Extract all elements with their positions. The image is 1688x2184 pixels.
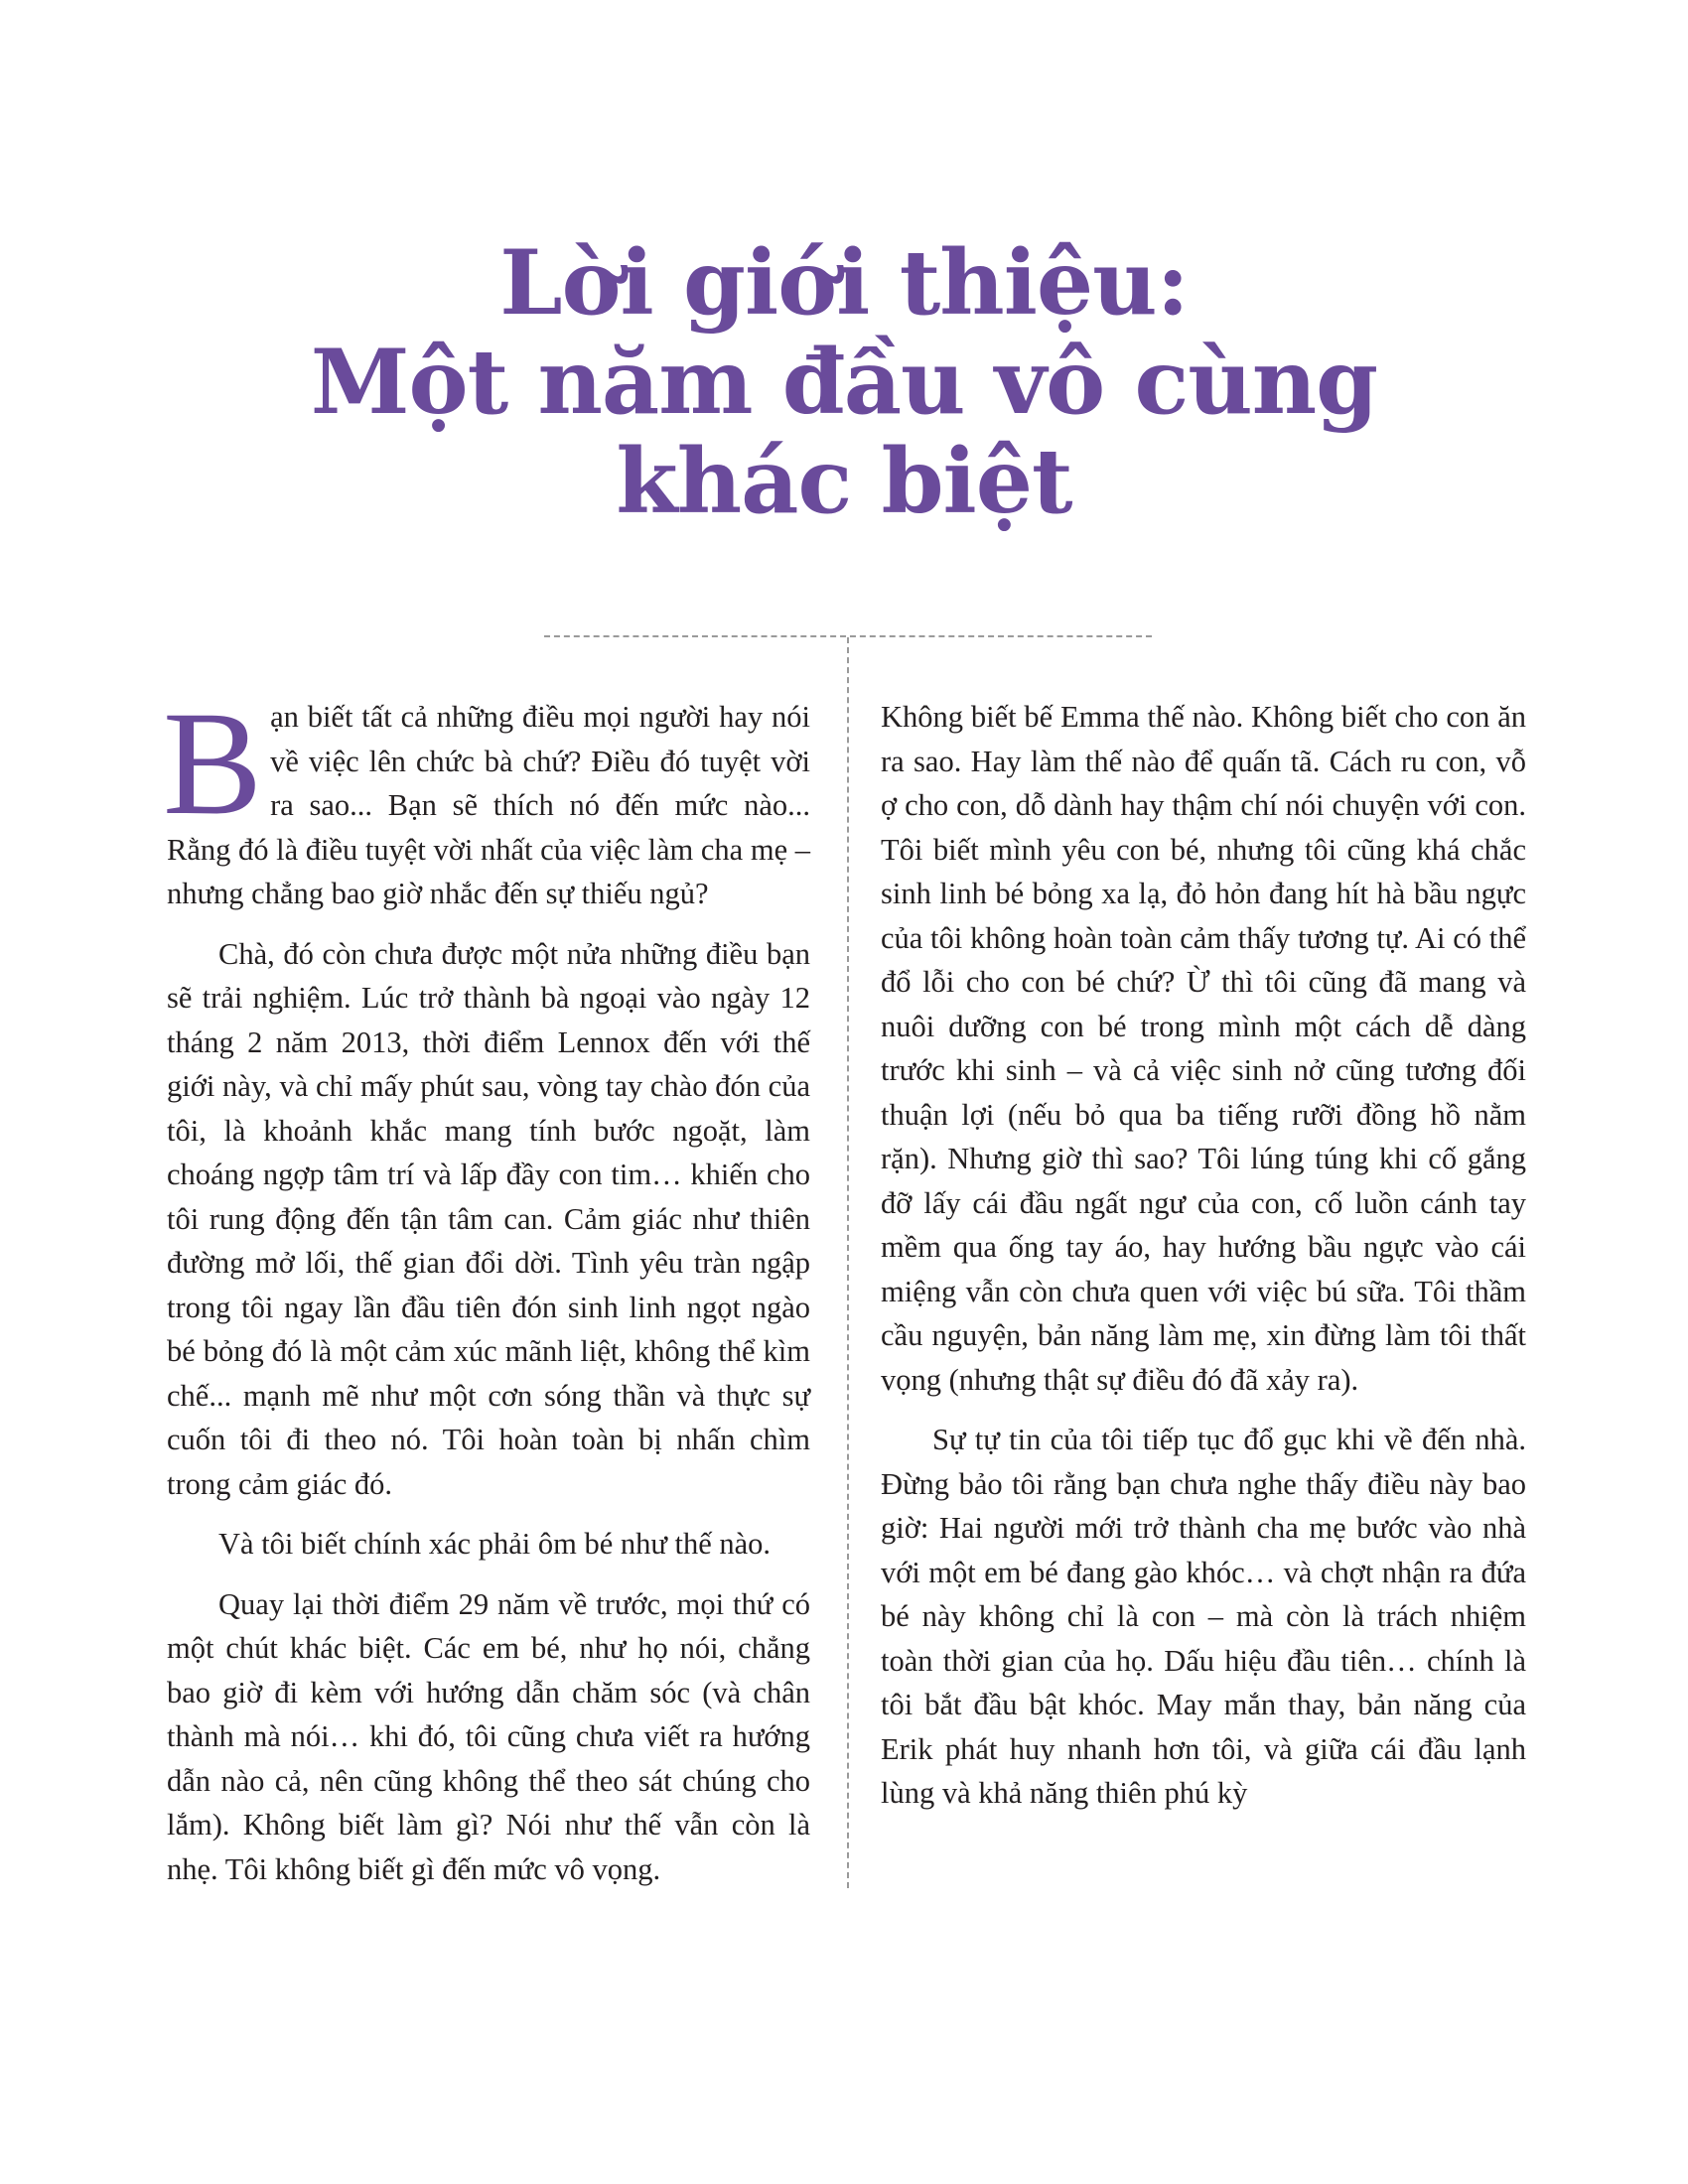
chapter-title-line-1: Lời giới thiệu: <box>499 230 1189 336</box>
paragraph <box>163 681 810 916</box>
column-divider <box>847 637 849 1888</box>
paragraph: Và tôi biết chính xác phải ôm bé như thế nào. <box>218 1527 772 1561</box>
chapter-title <box>248 230 1440 534</box>
paragraph: Quay lại thời điểm 29 năm về trước, mọi thứ có một chút khác biệt. Các em bé, như họ nói, chẳng bao giờ đi kèm với hướng dẫn chăm sóc (và chân thành mà nói… khi đó, tôi cũng chưa viết ra hướng dẫn nào cả, nên cũng không thể theo sát chúng cho lắm). Không biết làm gì? Nói như thế vẫn còn là nhẹ. Tôi không biết gì đến mức vô vọng. <box>167 1586 810 1886</box>
left-column <box>163 681 810 1907</box>
chapter-title-line-2: Một năm đầu vô cùng <box>310 330 1378 435</box>
paragraph-text: ạn biết tất cả những điều mọi người hay nói về việc lên chức bà chứ? Điều đó tuyệt vời ra sao... Bạn sẽ thích nó đến mức nào... Rằng đó là điều tuyệt vời nhất của việc làm cha mẹ – nhưng chẳng bao giờ nhắc đến sự thiếu ngủ? <box>167 700 810 910</box>
right-column <box>881 695 1526 1832</box>
paragraph: Không biết bế Emma thế nào. Không biết cho con ăn ra sao. Hay làm thế nào để quấn tã. Cách ru con, vỗ ợ cho con, dỗ dành hay thậm chí nói chuyện với con. Tôi biết mình yêu con bé, nhưng tôi cũng khá chắc sinh linh bé bỏng xa lạ, đỏ hỏn đang hít hà bầu ngực của tôi không hoàn toàn cảm thấy tương tự. Ai có thể đổ lỗi cho con bé chứ? Ừ thì tôi cũng đã mang và nuôi dưỡng con bé trong mình một cách dễ dàng trước khi sinh – và cả việc sinh nở cũng tương đối thuận lợi (nếu bỏ qua ba tiếng rưỡi đồng hồ nằm rặn). Nhưng giờ thì sao? Tôi lúng túng khi cố gắng đỡ lấy cái đầu ngất ngư của con, cố luồn cánh tay mềm qua ống tay áo, hay hướng bầu ngực vào cái miệng vẫn còn chưa quen với việc bú sữa. Tôi thầm cầu nguyện, bản năng làm mẹ, xin đừng làm tôi thất vọng (nhưng thật sự điều đó đã xảy ra). <box>881 700 1526 1397</box>
chapter-title-line-3: khác biệt <box>616 429 1072 534</box>
drop-cap: B <box>163 681 263 846</box>
paragraph: Chà, đó còn chưa được một nửa những điều bạn sẽ trải nghiệm. Lúc trở thành bà ngoại vào ngày 12 tháng 2 năm 2013, thời điểm Lennox đến với thế giới này, và chỉ mấy phút sau, vòng tay chào đón của tôi, là khoảnh khắc mang tính bước ngoặt, làm choáng ngợp tâm trí và lấp đầy con tim… khiến cho tôi rung động đến tận tâm can. Cảm giác như thiên đường mở lối, thế gian đổi dời. Tình yêu tràn ngập trong tôi ngay lần đầu tiên đón sinh linh ngọt ngào bé bỏng đó là một cảm xúc mãnh liệt, không thể kìm chế... mạnh mẽ như một cơn sóng thần và thực sự cuốn tôi đi theo nó. Tôi hoàn toàn bị nhấn chìm trong cảm giác đó. <box>167 936 810 1501</box>
paragraph: Sự tự tin của tôi tiếp tục đổ gục khi về đến nhà. Đừng bảo tôi rằng bạn chưa nghe thấy điều này bao giờ: Hai người mới trở thành cha mẹ bước vào nhà với một em bé đang gào khóc… và chợt nhận ra đứa bé này không chỉ là con – mà còn là trách nhiệm toàn thời gian của họ. Dấu hiệu đầu tiên… chính là tôi bắt đầu bật khóc. May mắn thay, bản năng của Erik phát huy nhanh hơn tôi, và giữa cái đầu lạnh lùng và khả năng thiên phú kỳ <box>881 1423 1526 1810</box>
